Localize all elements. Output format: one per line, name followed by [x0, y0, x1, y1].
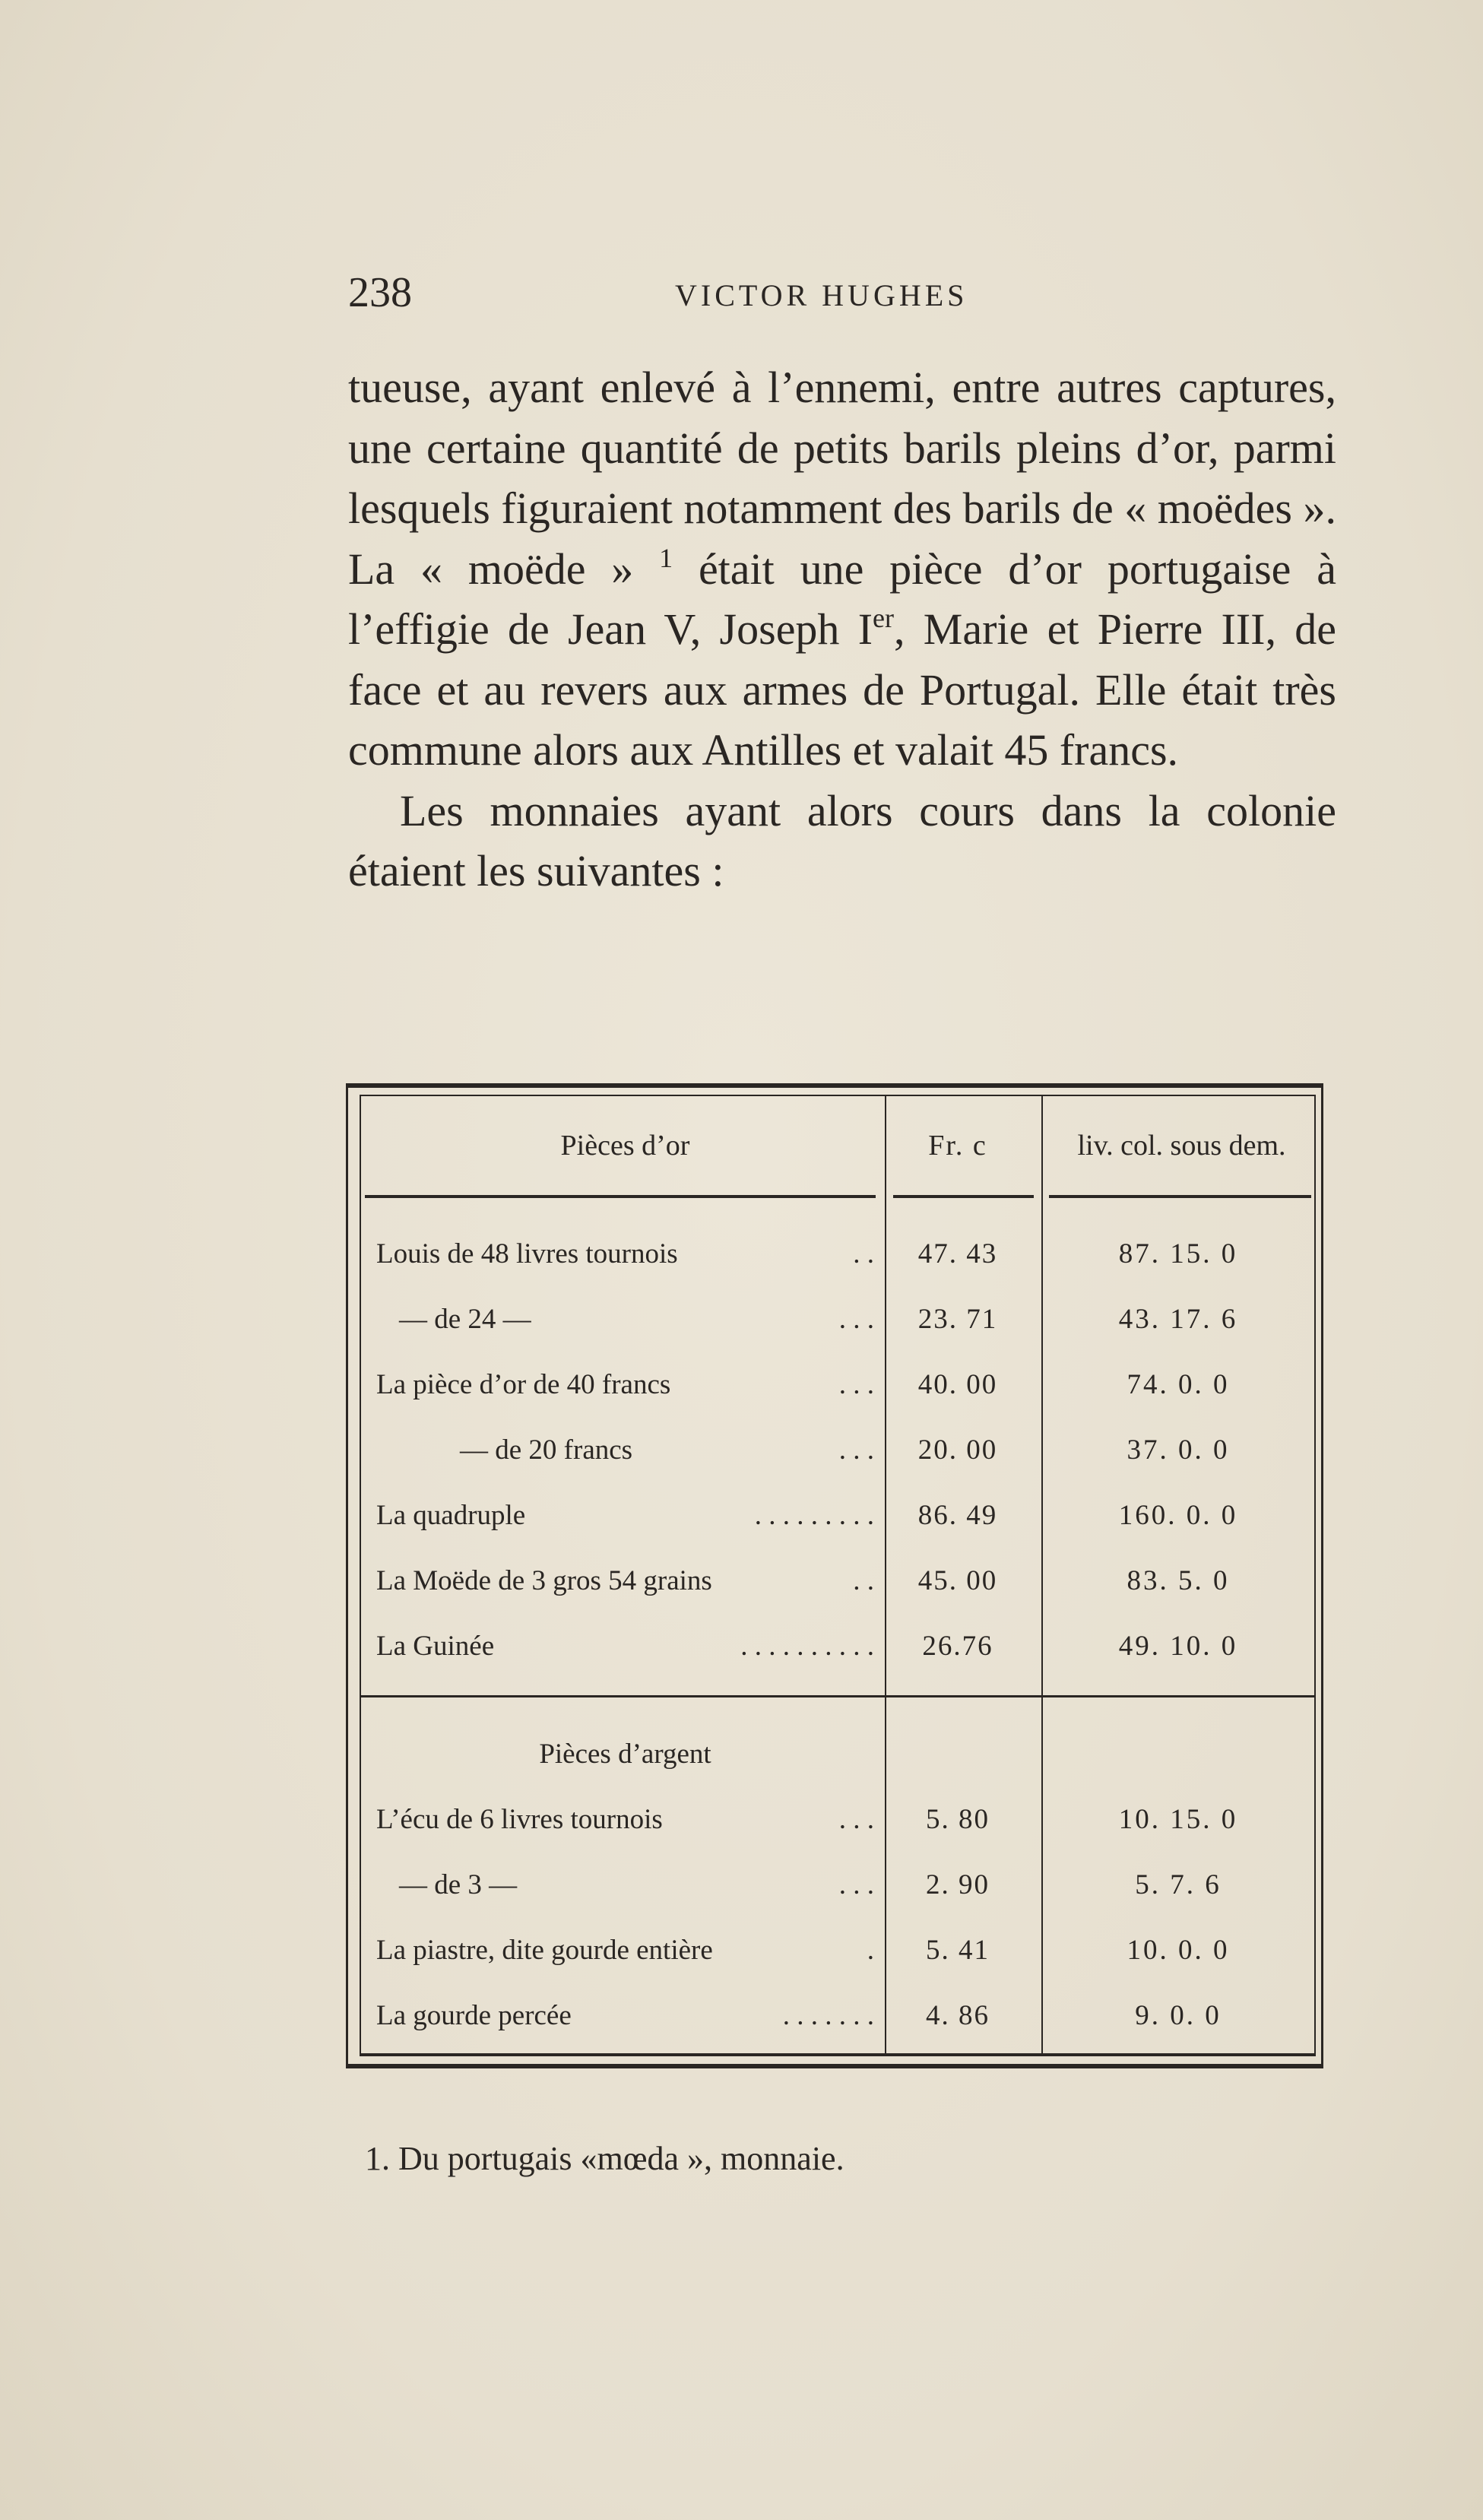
table-row-label: La Moëde de 3 gros 54 grains . . — [376, 1565, 874, 1596]
paragraph-text: , Marie et Pierre III, de face et au revers aux armes de Portugal. Elle était très commune alors aux Antilles et valait 45 francs. — [348, 604, 1336, 775]
dot-leader: . — [867, 1935, 874, 1966]
table-cell-livres: 9. 0. 0 — [1135, 2000, 1222, 2031]
table-cell-livres: 87. 15. 0 — [1118, 1238, 1238, 1270]
header-description: Pièces d’or — [560, 1130, 690, 1162]
dot-leader: . . . — [838, 1304, 874, 1335]
table-cell-francs: 26.76 — [922, 1631, 993, 1662]
table-cell-livres: 5. 7. 6 — [1135, 1869, 1222, 1900]
dot-leader: . . . — [838, 1434, 874, 1466]
table-cell-francs: 23. 71 — [917, 1304, 998, 1335]
table-cell-livres: 10. 0. 0 — [1127, 1935, 1230, 1966]
dot-leader: . . . . . . . . . . — [740, 1631, 874, 1662]
table-cell-livres: 43. 17. 6 — [1118, 1304, 1238, 1335]
header-livres: liv. col. sous dem. — [1077, 1130, 1286, 1162]
dot-leader: . . . — [838, 1804, 874, 1835]
table-row-label: — de 24 — . . . — [399, 1304, 874, 1335]
header-rule — [893, 1195, 1034, 1198]
table-cell-francs: 86. 49 — [917, 1500, 998, 1531]
table-row-label: L’écu de 6 livres tournois . . . — [376, 1804, 874, 1835]
table-cell-francs: 5. 41 — [926, 1935, 990, 1966]
dot-leader: . . . — [838, 1369, 874, 1400]
table-cell-livres: 74. 0. 0 — [1127, 1369, 1230, 1400]
body-text — [348, 357, 1336, 902]
table-row-label: La gourde percée . . . . . . . — [376, 2000, 874, 2031]
table-row-label: La Guinée . . . . . . . . . . — [376, 1631, 874, 1662]
running-title: VICTOR HUGHES — [675, 278, 968, 312]
dot-leader: . . . — [838, 1869, 874, 1900]
table-cell-livres: 49. 10. 0 — [1118, 1631, 1238, 1662]
header-rule — [365, 1195, 876, 1198]
table-row-label: — de 3 — . . . — [399, 1869, 874, 1900]
header-francs: Fr. c — [928, 1130, 987, 1162]
coin-table — [346, 1083, 1326, 2071]
table-cell-francs: 4. 86 — [926, 2000, 990, 2031]
column-divider — [1041, 1095, 1043, 2056]
table-cell-francs: 40. 00 — [917, 1369, 998, 1400]
paragraph-moedes — [348, 357, 1336, 781]
table-cell-livres: 160. 0. 0 — [1118, 1500, 1238, 1531]
dot-leader: . . . . . . . . . — [754, 1500, 874, 1531]
table-cell-livres: 10. 15. 0 — [1118, 1804, 1238, 1835]
table-row-label: La piastre, dite gourde entière . — [376, 1935, 874, 1966]
table-cell-livres: 83. 5. 0 — [1127, 1565, 1230, 1596]
section-divider — [361, 1695, 1314, 1697]
paragraph-monnaies: Les monnaies ayant alors cours dans la colonie étaient les suivantes : — [348, 785, 1336, 895]
page-header — [348, 266, 1336, 319]
footnote: 1. Du portugais «mœda », monnaie. — [365, 2140, 844, 2177]
table-row-label: — de 20 francs . . . — [460, 1434, 874, 1466]
ordinal-superscript: er — [873, 603, 895, 633]
dot-leader: . . — [853, 1238, 874, 1270]
dot-leader: . . — [853, 1565, 874, 1596]
table-row-label: Louis de 48 livres tournois . . — [376, 1238, 874, 1270]
column-divider — [885, 1095, 886, 2056]
table-cell-francs: 5. 80 — [926, 1804, 990, 1835]
header-rule — [1049, 1195, 1311, 1198]
paragraph-text: tueuse, ayant enlevé à l’ennemi, entre autres captures, une certaine quantité de petits barils pleins d’or, parmi lesquels figuraient notamment des barils de « moëdes ». La « moëde » — [348, 363, 1336, 594]
paragraph-text: était une pièce d’or portugaise à l’effigie de Jean V, Joseph I — [348, 544, 1336, 654]
page-number: 238 — [348, 269, 412, 316]
table-cell-livres: 37. 0. 0 — [1127, 1434, 1230, 1466]
table-row-label: La quadruple . . . . . . . . . — [376, 1500, 874, 1531]
dot-leader: . . . . . . . — [782, 2000, 874, 2031]
table-cell-francs: 20. 00 — [917, 1434, 998, 1466]
table-row-label: La pièce d’or de 40 francs . . . — [376, 1369, 874, 1400]
footnote-reference: 1 — [659, 542, 673, 573]
table-cell-francs: 45. 00 — [917, 1565, 998, 1596]
table-cell-francs: 47. 43 — [917, 1238, 998, 1270]
table-cell-francs: 2. 90 — [926, 1869, 990, 1900]
silver-section-heading: Pièces d’argent — [539, 1739, 711, 1770]
